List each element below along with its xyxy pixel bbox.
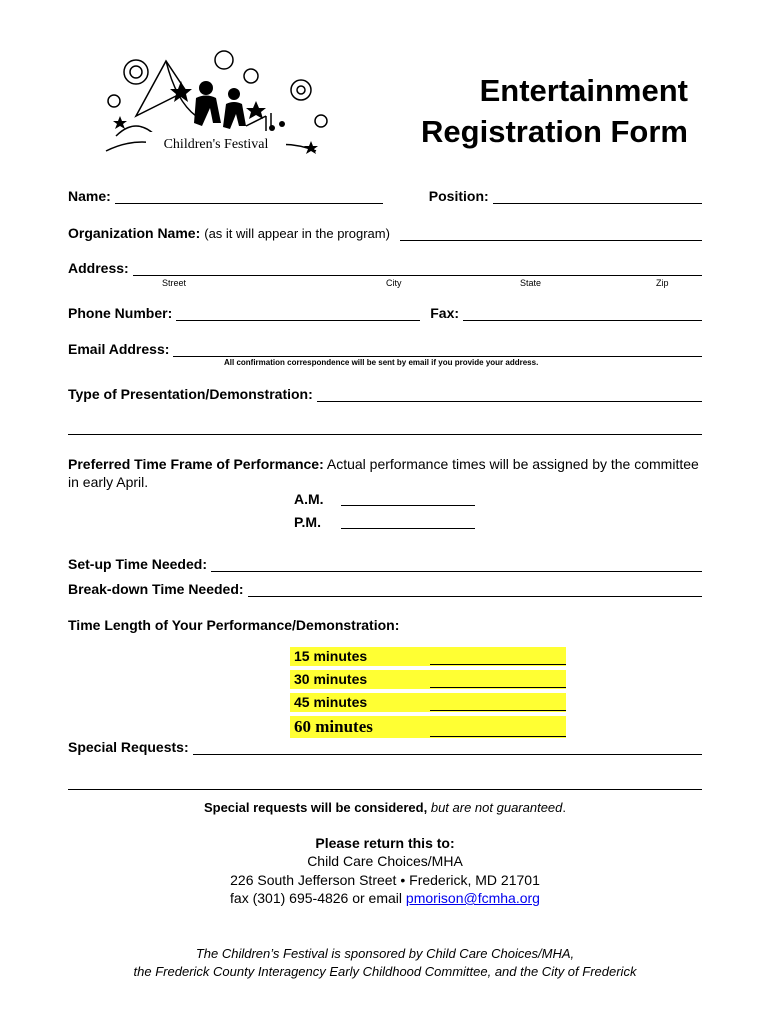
address-label: Address: — [68, 260, 129, 276]
footer-line-2: the Frederick County Interagency Early Childhood Committee, and the City of Frederick — [133, 964, 637, 979]
special-note-italic: but are not guaranteed — [430, 800, 563, 815]
special-field-line-2[interactable] — [68, 775, 702, 790]
footer-line-1: The Children’s Festival is sponsored by Child Care Choices/MHA, — [195, 946, 575, 961]
address-street-label: Street — [162, 278, 187, 288]
email-field[interactable] — [173, 342, 702, 357]
timeframe-text: Actual performance times will be assigned by the committee in early April. — [68, 456, 699, 490]
special-note — [0, 800, 770, 815]
organization-note: (as it will appear in the program) — [204, 226, 390, 241]
am-label: A.M. — [294, 491, 324, 507]
address-zip-label: Zip — [656, 278, 669, 288]
length-option-60-field[interactable] — [430, 736, 566, 737]
length-option-30[interactable] — [290, 670, 566, 689]
name-field[interactable] — [115, 189, 383, 204]
phone-label: Phone Number: — [68, 305, 173, 321]
pm-label: P.M. — [294, 514, 321, 530]
presentation-field-line-2[interactable] — [68, 420, 702, 435]
length-option-30-field[interactable] — [430, 687, 566, 688]
special-row — [68, 739, 702, 755]
timeframe-label: Preferred Time Frame of Performance: — [68, 456, 324, 472]
special-note-bold: Special requests will be considered, — [203, 800, 428, 815]
pm-field[interactable] — [341, 514, 475, 529]
length-option-15[interactable] — [290, 647, 566, 666]
title-line-2: Registration Form — [421, 114, 688, 149]
length-option-15-field[interactable] — [430, 664, 566, 665]
childrens-festival-logo — [96, 46, 332, 170]
return-contact — [0, 890, 770, 906]
return-address — [0, 872, 770, 888]
fax-field[interactable] — [463, 306, 702, 321]
length-option-15-label: 15 minutes — [294, 648, 368, 664]
setup-label: Set-up Time Needed: — [68, 556, 207, 572]
organization-label: Organization Name: — [68, 225, 201, 241]
return-street: 226 South Jefferson Street — [230, 872, 397, 888]
address-city-label: City — [386, 278, 402, 288]
breakdown-label: Break-down Time Needed: — [68, 581, 244, 597]
breakdown-field[interactable] — [248, 582, 702, 597]
special-label: Special Requests: — [68, 739, 189, 755]
organization-row — [68, 225, 702, 241]
name-position-row — [68, 188, 702, 204]
address-state-label: State — [520, 278, 542, 288]
phone-fax-row — [68, 305, 702, 321]
length-label: Time Length of Your Performance/Demonstration: — [68, 617, 400, 633]
presentation-label: Type of Presentation/Demonstration: — [68, 386, 313, 402]
return-heading: Please return this to: — [315, 835, 455, 851]
title-line-1: Entertainment — [479, 73, 688, 108]
length-option-60[interactable] — [290, 716, 566, 738]
setup-field[interactable] — [211, 557, 702, 572]
position-label: Position: — [428, 188, 489, 204]
length-option-45-field[interactable] — [430, 710, 566, 711]
page-title — [421, 70, 688, 152]
fax-label: Fax: — [430, 305, 460, 321]
email-label: Email Address: — [68, 341, 170, 357]
name-label: Name: — [68, 188, 111, 204]
presentation-field[interactable] — [317, 387, 702, 402]
length-option-60-label: 60 minutes — [294, 717, 373, 736]
address-row — [68, 260, 702, 276]
timeframe-paragraph — [68, 455, 702, 491]
return-bullet: • — [400, 872, 406, 888]
return-fax: fax (301) 695-4826 or email — [230, 890, 403, 906]
length-option-45[interactable] — [290, 693, 566, 712]
breakdown-row — [68, 581, 702, 597]
am-field[interactable] — [341, 491, 475, 506]
return-email-link[interactable]: pmorison@fcmha.org — [405, 890, 540, 906]
special-note-end: . — [562, 800, 567, 815]
phone-field[interactable] — [176, 306, 420, 321]
email-row — [68, 341, 702, 357]
length-option-45-label: 45 minutes — [294, 694, 368, 710]
presentation-row — [68, 386, 702, 402]
logo-text: Children's Festival — [163, 137, 269, 152]
special-field[interactable] — [193, 740, 702, 755]
length-row — [68, 617, 702, 633]
address-field[interactable] — [133, 261, 702, 276]
organization-field[interactable] — [400, 226, 702, 241]
setup-row — [68, 556, 702, 572]
return-org: Child Care Choices/MHA — [307, 853, 463, 869]
position-field[interactable] — [493, 189, 702, 204]
length-option-30-label: 30 minutes — [294, 671, 368, 687]
return-city: Frederick, MD 21701 — [409, 872, 540, 888]
email-note: All confirmation correspondence will be sent by email if you provide your address. — [224, 358, 539, 367]
